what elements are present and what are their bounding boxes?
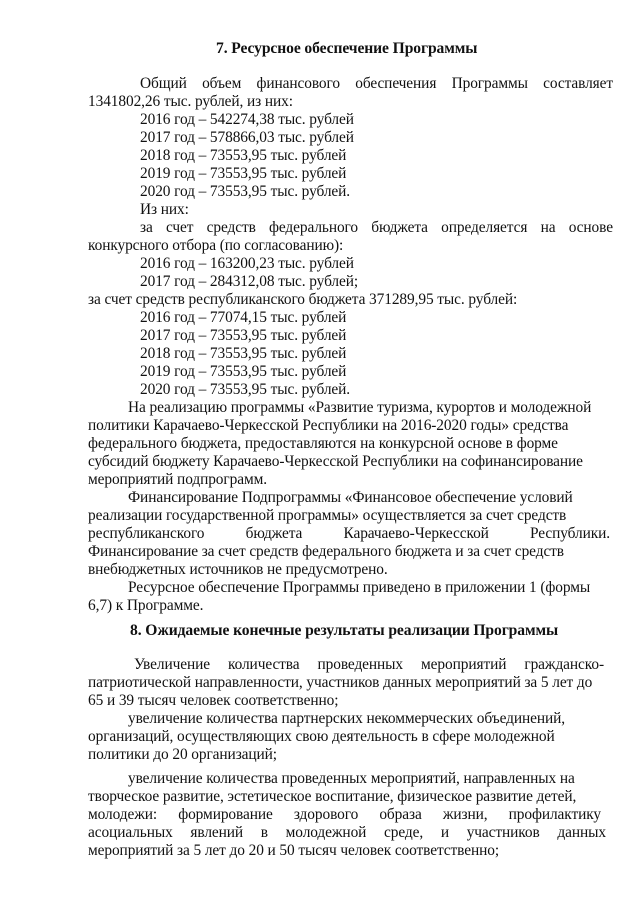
republic-year-2017: 2017 год – 73553,95 тыс. рублей bbox=[140, 327, 347, 344]
results-p3-line-2: творческое развитие, эстетическое воспитание, физическое развитие детей, bbox=[88, 788, 577, 805]
word: бюджета bbox=[371, 219, 428, 236]
word: на bbox=[540, 219, 556, 236]
republic-year-2020: 2020 год – 73553,95 тыс. рублей. bbox=[140, 381, 351, 398]
word: формирование bbox=[178, 806, 273, 823]
word: бюджета bbox=[245, 525, 303, 542]
word: молодежной bbox=[285, 824, 367, 841]
implementation-line-2: политики Карачаево-Черкесской Республики на 2016-2020 годы» средства bbox=[88, 417, 569, 434]
word: счет bbox=[165, 219, 194, 236]
word: молодежи: bbox=[88, 806, 158, 823]
results-p1-line-3: 65 и 39 тысяч человек соответственно; bbox=[88, 692, 339, 709]
word: федерального bbox=[269, 219, 358, 236]
results-p2-line-3: политики до 20 организаций; bbox=[88, 746, 277, 763]
word: составляет bbox=[543, 75, 613, 92]
total-year-2018: 2018 год – 73553,95 тыс. рублей bbox=[140, 147, 347, 164]
of-them-label: Из них: bbox=[140, 201, 189, 218]
word: Карачаево-Черкесской bbox=[343, 525, 489, 542]
federal-year-2017: 2017 год – 284312,08 тыс. рублей; bbox=[140, 273, 359, 290]
results-p3-line-3 bbox=[88, 806, 601, 824]
financing-line-2: реализации государственной программы» осуществляется за счет средств bbox=[88, 507, 567, 524]
results-p1-line-1 bbox=[134, 656, 604, 674]
word: республиканского bbox=[88, 525, 205, 542]
section-8-heading: 8. Ожидаемые конечные результаты реализации Программы bbox=[130, 622, 559, 639]
word: данных bbox=[557, 824, 606, 841]
federal-line-2: конкурсного отбора (по согласованию): bbox=[88, 237, 344, 254]
implementation-line-5: мероприятий подпрограмм. bbox=[88, 471, 267, 488]
word: мероприятий bbox=[421, 656, 507, 673]
word: здорового bbox=[293, 806, 359, 823]
financing-line-5: внебюджетных источников не предусмотрено. bbox=[88, 561, 388, 578]
word: образа bbox=[379, 806, 422, 823]
federal-line-1 bbox=[140, 219, 613, 237]
word: финансового bbox=[256, 75, 340, 92]
word: жизни, bbox=[442, 806, 488, 823]
implementation-line-4: субсидий бюджету Карачаево-Черкесской Республики на софинансирование bbox=[88, 453, 583, 470]
section-7-heading: 7. Ресурсное обеспечение Программы bbox=[216, 40, 478, 57]
word: гражданско- bbox=[524, 656, 604, 673]
financing-line-3 bbox=[88, 525, 610, 543]
word: Программы bbox=[451, 75, 528, 92]
word: участников bbox=[466, 824, 540, 841]
word: среде, bbox=[384, 824, 424, 841]
republic-year-2019: 2019 год – 73553,95 тыс. рублей bbox=[140, 363, 347, 380]
word: явлений bbox=[190, 824, 244, 841]
republic-line-1: за счет средств республиканского бюджета 371289,95 тыс. рублей: bbox=[88, 291, 518, 308]
financing-line-1: Финансирование Подпрограммы «Финансовое обеспечение условий bbox=[128, 489, 573, 506]
word: основе bbox=[568, 219, 613, 236]
republic-year-2016: 2016 год – 77074,15 тыс. рублей bbox=[140, 309, 347, 326]
word: в bbox=[260, 824, 268, 841]
word: асоциальных bbox=[88, 824, 173, 841]
results-p1-line-2: патриотической направленности, участников данных мероприятий за 5 лет до bbox=[88, 674, 593, 691]
total-line-1 bbox=[140, 75, 613, 93]
results-p3-line-4 bbox=[88, 824, 606, 842]
word: определяется bbox=[441, 219, 528, 236]
appendix-line-1: Ресурсное обеспечение Программы приведено в приложении 1 (формы bbox=[128, 579, 591, 596]
word: Общий bbox=[140, 75, 187, 92]
total-line-2: 1341802,26 тыс. рублей, из них: bbox=[88, 93, 293, 110]
word: объем bbox=[202, 75, 242, 92]
total-year-2020: 2020 год – 73553,95 тыс. рублей. bbox=[140, 183, 351, 200]
results-p2-line-2: организаций, осуществляющих свою деятельность в сфере молодежной bbox=[88, 728, 555, 745]
appendix-line-2: 6,7) к Программе. bbox=[88, 597, 204, 614]
results-p3-line-1: увеличение количества проведенных мероприятий, направленных на bbox=[128, 770, 575, 787]
financing-line-4: Финансирование за счет средств федерального бюджета и за счет средств bbox=[88, 543, 564, 560]
results-p2-line-1: увеличение количества партнерских некоммерческих объединений, bbox=[128, 710, 565, 727]
federal-year-2016: 2016 год – 163200,23 тыс. рублей bbox=[140, 255, 354, 272]
republic-year-2018: 2018 год – 73553,95 тыс. рублей bbox=[140, 345, 347, 362]
word: количества bbox=[227, 656, 300, 673]
implementation-line-1: На реализацию программы «Развитие туризма, курортов и молодежной bbox=[128, 399, 592, 416]
word: и bbox=[440, 824, 449, 841]
word: Республики. bbox=[530, 525, 610, 542]
word: профилактику bbox=[508, 806, 601, 823]
total-year-2019: 2019 год – 73553,95 тыс. рублей bbox=[140, 165, 347, 182]
word: обеспечения bbox=[355, 75, 437, 92]
total-year-2017: 2017 год – 578866,03 тыс. рублей bbox=[140, 129, 354, 146]
word: за bbox=[140, 219, 153, 236]
word: проведенных bbox=[317, 656, 404, 673]
results-p3-line-5: мероприятий за 5 лет до 20 и 50 тысяч человек соответственно; bbox=[88, 842, 499, 859]
implementation-line-3: федерального бюджета, предоставляются на конкурсной основе в форме bbox=[88, 435, 558, 452]
word: Увеличение bbox=[134, 656, 210, 673]
total-year-2016: 2016 год – 542274,38 тыс. рублей bbox=[140, 111, 354, 128]
word: средств bbox=[206, 219, 256, 236]
